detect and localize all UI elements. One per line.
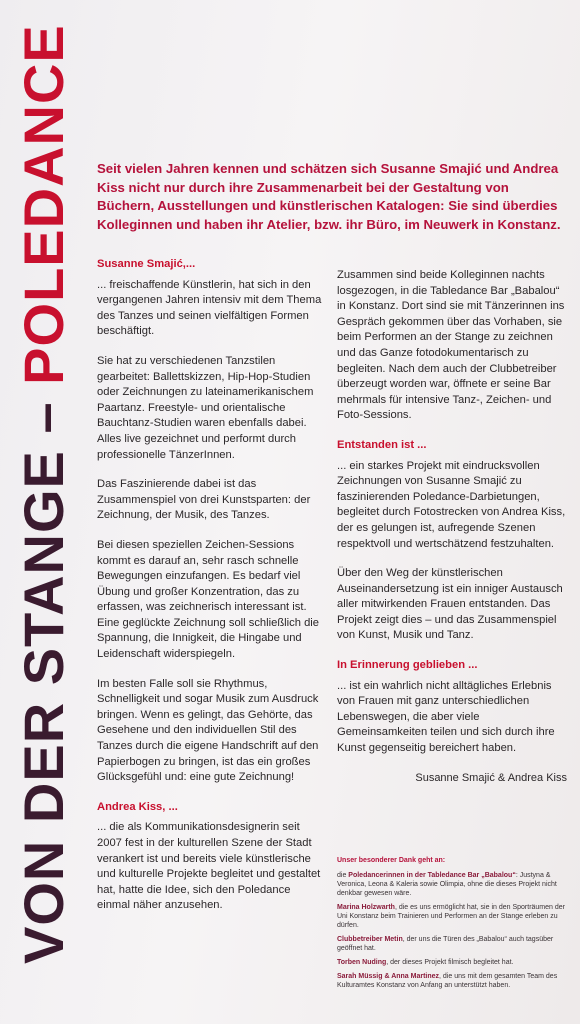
paragraph: ... ein starkes Projekt mit eindrucksvollen Zeichnungen von Susanne Smajić zu faszinierenden Poledance-Darbietungen, begleitet durch Fotostrecken von Andrea Kiss, der es gelungen ist, aufregende Szenen respektvoll und wertschätzend festzuhalten. [337, 459, 566, 550]
item-name: Torben Nuding [337, 959, 387, 966]
acknowledgement-item [337, 972, 569, 990]
paragraph: Zusammen sind beide Kolleginnen nachts losgezogen, in die Tabledance Bar „Babalou“ in Konstanz. Dort sind sie mit Tänzerinnen ins Gespräch gekommen über das Vorhaben, sie beim Performen an der Stange zu zeichnen und das Ganze fotodokumentarisch zu begleiten. Nach dem auch der Clubbetreiber überzeugt worden war, öffnete er seine Bar mehrmals für intensive Tanz-, Zeichen- und Foto-Sessions. [337, 269, 565, 422]
vertical-title [14, 0, 74, 964]
intro-paragraph: Seit vielen Jahren kennen und schätzen sich Susanne Smajić und Andrea Kiss nicht nur durch ihre Zusammenarbeit bei der Gestaltung von Büchern, Ausstellungen und künstlerischen Katalogen: Sie sind überdies Kolleginnen und haben ihr Atelier, bzw. ihr Büro, im Neuwerk in Konstanz. [97, 161, 561, 232]
signature: Susanne Smajić & Andrea Kiss [415, 771, 567, 784]
heading-andrea: Andrea Kiss, ... [97, 800, 178, 813]
acknowledgement-item [337, 958, 569, 967]
paragraph: Das Faszinierende dabei ist das Zusammenspiel von drei Kunstsparten: der Zeichnung, der Musik, des Tanzes. [97, 478, 311, 522]
left-column [97, 257, 322, 928]
acknowledgement-item [337, 903, 569, 930]
acknowledgements-heading: Unser besonderer Dank geht an: [337, 857, 446, 864]
acknowledgement-item [337, 871, 569, 898]
item-text: , der dieses Projekt filmisch begleitet hat. [386, 959, 514, 966]
right-column [337, 268, 567, 786]
item-text: , die uns mit dem gesamten Team des Kulturamtes Konstanz von Anfang an unterstützt haben. [337, 973, 558, 989]
item-text: , die es uns ermöglicht hat, sie in den Sporträumen der Uni Konstanz beim Trainieren und Performen an der Stange erleben zu dürfen. [337, 904, 565, 929]
paragraph: Über den Weg der künstlerischen Auseinandersetzung ist ein inniger Austausch aller mitwirkenden Frauen entstanden. Das Projekt zeigt dies – und das Zusammenspiel von Kunst, Musik und Tanz. [337, 567, 563, 642]
paragraph: Sie hat zu verschiedenen Tanzstilen gearbeitet: Ballettskizzen, Hip-Hop-Studien oder Zeichnungen zu lateinamerikanischem Paartanz. Freestyle- und orientalische Bauchtanz-Studien waren ebenfalls dabei. Alles live gezeichnet und performt durch professionelle TänzerInnen. [97, 354, 314, 461]
title-part-von-der-stange: VON DER STANGE – [12, 384, 75, 964]
paragraph: ... freischaffende Künstlerin, hat sich in den vergangenen Jahren intensiv mit dem Thema des Tanzes und seinen vielfältigen Formen beschäftigt. [97, 278, 322, 338]
item-name: Clubbetreiber Metin [337, 936, 403, 943]
heading-susanne: Susanne Smajić,... [97, 258, 196, 270]
item-name: Marina Holzwarth [337, 904, 395, 911]
title-part-poledance: POLEDANCE [12, 24, 75, 385]
acknowledgements [337, 856, 569, 995]
acknowledgement-item [337, 935, 569, 953]
paragraph: ... die als Kommunikationsdesignerin seit 2007 fest in der kulturellen Szene der Stadt verankert ist und bereits viele künstlerische und kulturelle Projekte begleitet und gestaltet hat, hatte die Idee, sich den Poledance einmal näher anzusehen. [97, 821, 321, 912]
item-name: Sarah Müssig & Anna Martinez [337, 973, 440, 980]
heading-erinnerung: In Erinnerung geblieben ... [337, 659, 478, 672]
item-name: Poledancerinnen in der Tabledance Bar „Babalou“ [348, 872, 516, 879]
paragraph: ... ist ein wahrlich nicht alltägliches Erlebnis von Frauen mit ganz unterschiedlichen Lebenswegen, die aber viele Gemeinsamkeiten teilen und sich durch ihre Kunst gegenseitig bereichert haben. [337, 679, 555, 755]
item-prefix: die [337, 872, 349, 879]
paragraph: Bei diesen speziellen Zeichen-Sessions kommt es darauf an, sehr rasch schnelle Bewegungen einzufangen. Es bedarf viel Übung und großer Konzentration, das zu erfassen, was zeichnerisch interessant ist. Eine geglückte Zeichnung soll schließlich die Spannung, die Innigkeit, die Hingabe und Leidenschaft widerspiegeln. [97, 538, 320, 661]
heading-entstanden: Entstanden ist ... [337, 438, 427, 451]
item-text: : Justyna & Veronica, Leona & Kaleria sowie Olimpia, ohne die dieses Projekt nicht denkbar gewesen wäre. [337, 872, 557, 897]
item-text: , der uns die Türen des „Babalou“ auch tagsüber geöffnet hat. [337, 936, 554, 952]
paragraph: Im besten Falle soll sie Rhythmus, Schnelligkeit und sogar Musik zum Ausdruck bringen. Wenn es gelingt, das Gehörte, das Gesehene und den individuellen Stil des Tanzes durch die eigene Handschrift auf den Papierbogen zu bringen, ist das ein großes Glücksgefühl und: eine gute Zeichnung! [97, 677, 319, 784]
